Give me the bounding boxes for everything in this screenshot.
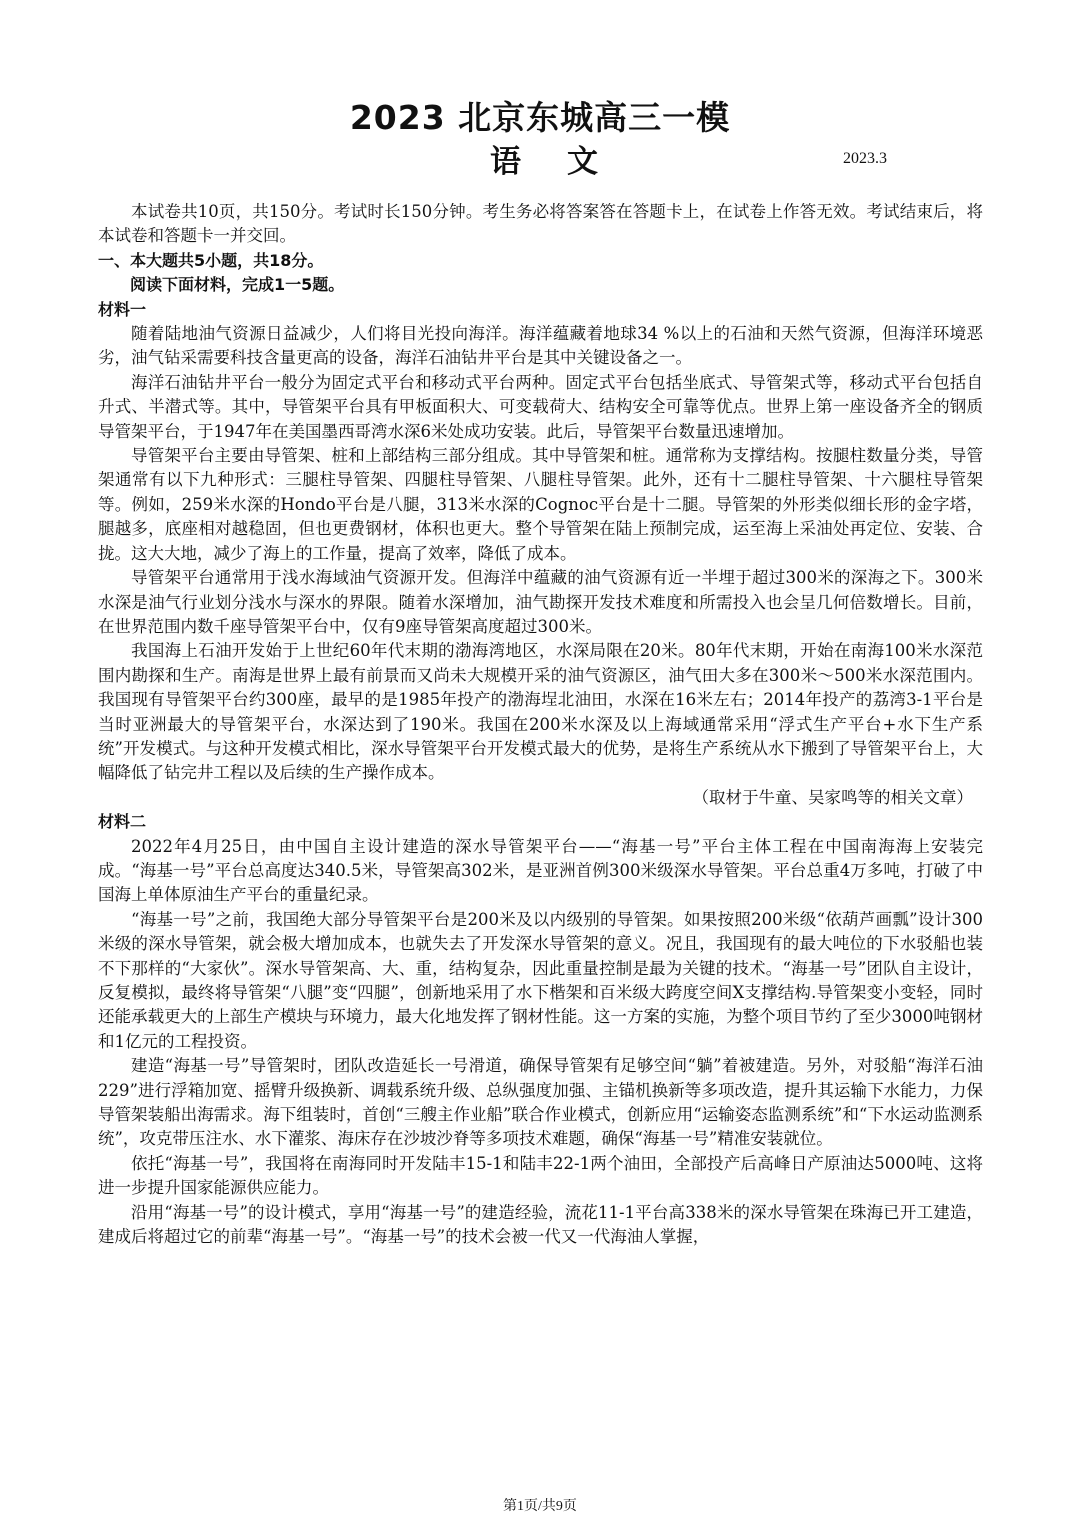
material-2-paragraph: 沿用“海基一号”的设计模式，享用“海基一号”的建造经验，流花11-1平台高338米的深水导管架在珠海已开工建造，建成后将超过它的前辈“海基一号”。“海基一号”的技术会被一代又一代海油人掌握，: [98, 1202, 983, 1247]
material-1-paragraph: 我国海上石油开发始于上世纪60年代末期的渤海湾地区，水深局限在20米。80年代末期，开始在南海100米水深范围内勘探和生产。南海是世界上最有前景而又尚未大规模开采的油气资源区，油气田大多在300米～500米水深范围内。我国现有导管架平台约300座，最早的是1985年投产的渤海埕北油田，水深在16米左右；2014年投产的荔湾3-1平台是当时亚洲最大的导管架平台，水深达到了190米。我国在200米水深及以上海域通常采用“浮式生产平台+水下生产系统”开发模式。与这种开发模式相比，深水导管架平台开发模式最大的优势，是将生产系统从水下搬到了导管架平台上，大幅降低了钻完井工程以及后续的生产操作成本。: [98, 641, 983, 783]
subject-title: 语文: [490, 144, 644, 180]
material-2-paragraph: “海基一号”之前，我国绝大部分导管架平台是200米及以内级别的导管架。如果按照200米级“依葫芦画瓢”设计300米级的深水导管架，就会极大增加成本，也就失去了开发深水导管架的意义。况且，我国现有的最大吨位的下水驳船也装不下那样的“大家伙”。深水导管架高、大、重，结构复杂，因此重量控制是最为关键的技术。“海基一号”团队自主设计，反复模拟，最终将导管架“八腿”变“四腿”，创新地采用了水下楷架和百米级大跨度空间X支撑结构.导管架变小变轻，同时还能承载更大的上部生产模块与环境力，最大化地发挥了钢材性能。这一方案的实施，为整个项目节约了至少3000吨钢材和1亿元的工程投资。: [98, 909, 983, 1051]
material-1-label: 材料一: [98, 299, 147, 319]
material-1-paragraph: 导管架平台通常用于浅水海域油气资源开发。但海洋中蕴藏的油气资源有近一半埋于超过300米的深海之下。300米水深是油气行业划分浅水与深水的界限。随着水深增加，油气勘探开发技术难度和所需投入也会呈几何倍数增长。目前，在世界范围内数千座导管架平台中，仅有9座导管架高度超过300米。: [98, 568, 983, 636]
exam-title: 2023 北京东城高三一模: [349, 98, 731, 137]
material-1-paragraph: 海洋石油钻井平台一般分为固定式平台和移动式平台两种。固定式平台包括坐底式、导管架式等，移动式平台包括自升式、半潜式等。其中，导管架平台具有甲板面积大、可变载荷大、结构安全可靠等优点。世界上第一座设备齐全的钢质导管架平台，于1947年在美国墨西哥湾水深6米处成功安装。此后，导管架平台数量迅速增加。: [98, 372, 983, 441]
intro-text: 本试卷共10页，共150分。考试时长150分钟。考生务必将答案答在答题卡上，在试卷上作答无效。考试结束后，将本试卷和答题卡一并交回。: [98, 202, 983, 246]
material-1-paragraph: 导管架平台主要由导管架、桩和上部结构三部分组成。其中导管架和桩。通常称为支撑结构。按腿柱数量分类，导管架通常有以下九种形式：三腿柱导管架、四腿柱导管架、八腿柱导管架。此外，还有十二腿柱导管架、十六腿柱导管架等。例如，259米水深的Hondo平台是八腿，313米水深的Cognoc平台是十二腿。导管架的外形类似细长形的金字塔，腿越多，底座相对越稳固，但也更费钢材，体积也更大。整个导管架在陆上预制完成，运至海上采油处再定位、安装、合拢。这大大地，减少了海上的工作量，提高了效率，降低了成本。: [98, 446, 983, 563]
material-1-source: （取材于牛童、吴家鸣等的相关文章）: [692, 787, 973, 807]
section-heading: 一、本大题共5小题，共18分。: [98, 250, 324, 270]
material-1-paragraph: 随着陆地油气资源日益减少，人们将目光投向海洋。海洋蕴藏着地球34 %以上的石油和天然气资源，但海洋环境恶劣，油气钻采需要科技含量更高的设备，海洋石油钻井平台是其中关键设备之一。: [98, 324, 983, 368]
material-2-paragraph: 2022年4月25日，由中国自主设计建造的深水导管架平台——“海基一号”平台主体工程在中国南海海上安装完成。“海基一号”平台总高度达340.5米，导管架高302米，是亚洲首例300米级深水导管架。平台总重4万多吨，打破了中国海上单体原油生产平台的重量纪录。: [98, 836, 983, 905]
section-instruction: 阅读下面材料，完成1一5题。: [130, 275, 345, 295]
material-2-paragraph: 建造“海基一号”导管架时，团队改造延长一号滑道，确保导管架有足够空间“躺”着被建造。另外，对驳船“海洋石油229”进行浮箱加宽、摇臂升级换新、调载系统升级、总纵强度加强、主锚机换新等多项改造，提升其运输下水能力，力保导管架装船出海需求。海下组装时，首创“三艘主作业船”联合作业模式，创新应用“运输姿态监测系统”和“下水运动监测系统”，攻克带压注水、水下灌浆、海床存在沙坡沙脊等多项技术难题，确保“海基一号”精准安装就位。: [98, 1056, 983, 1149]
material-2-label: 材料二: [98, 812, 147, 832]
material-2-paragraph: 依托“海基一号”，我国将在南海同时开发陆丰15-1和陆丰22-1两个油田，全部投产后高峰日产原油达5000吨、这将进一步提升国家能源供应能力。: [98, 1153, 983, 1198]
page-number: 第1页/共9页: [503, 1499, 577, 1514]
exam-date: 2023.3: [843, 150, 887, 167]
exam-content: [98, 200, 983, 1249]
